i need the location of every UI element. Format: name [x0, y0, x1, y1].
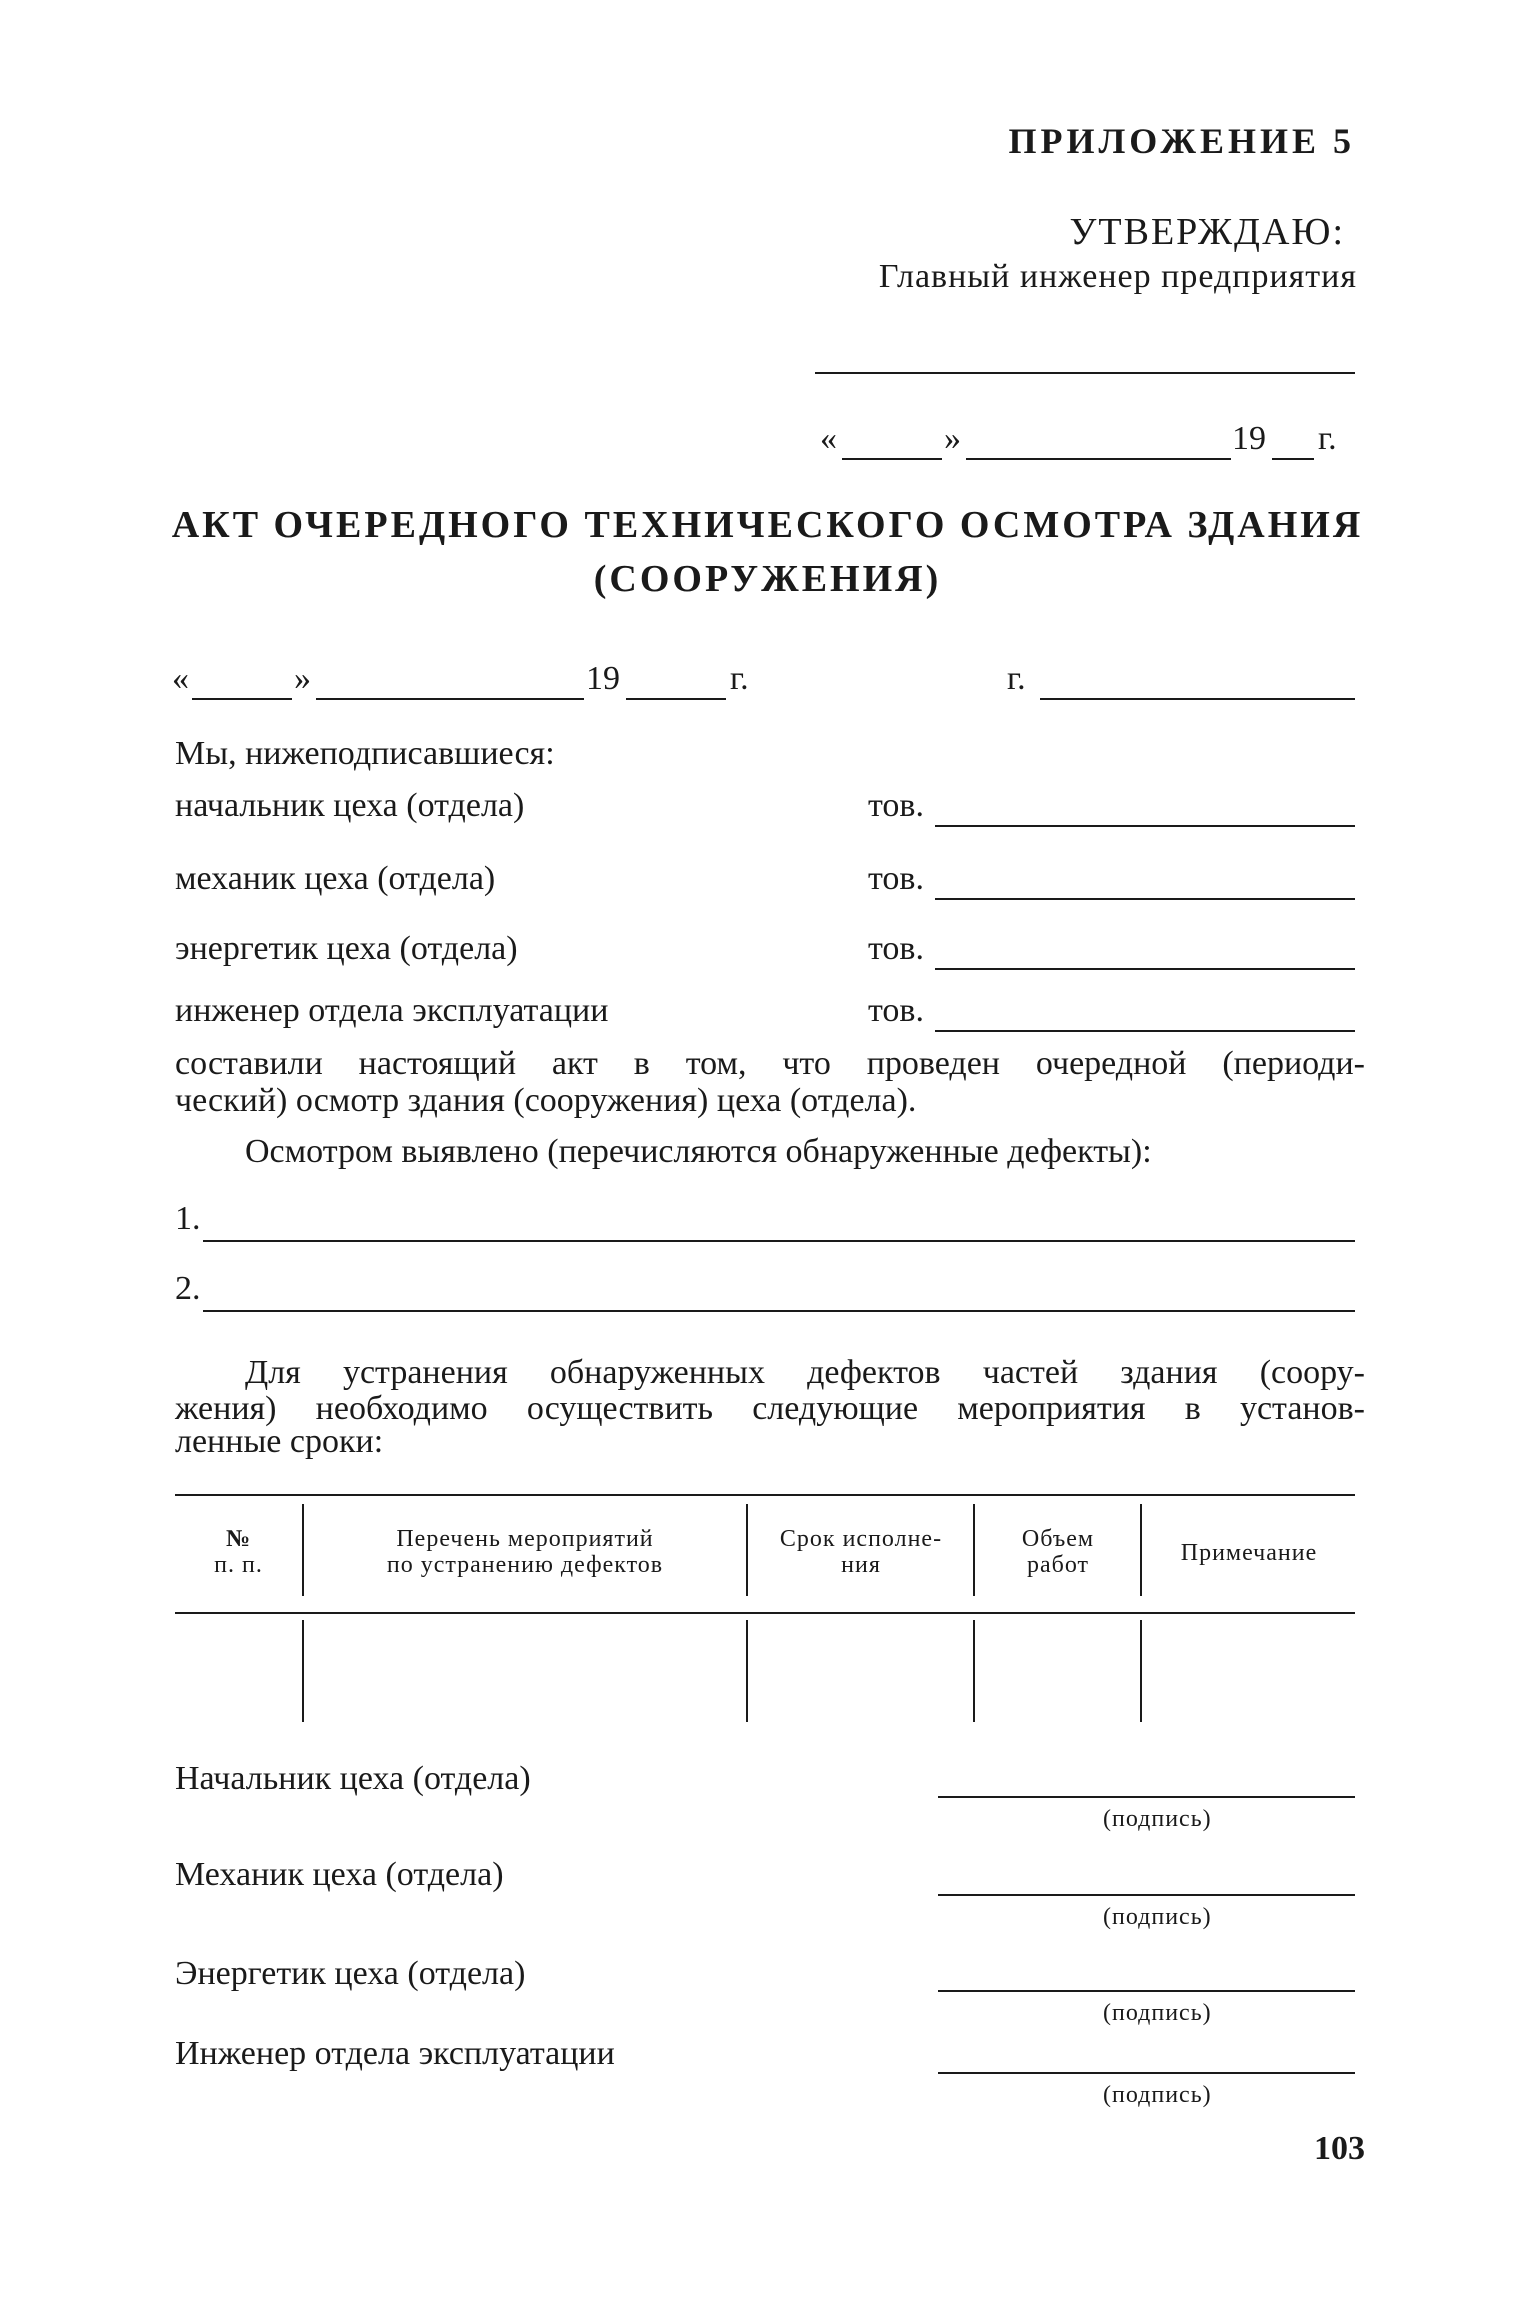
table-top-rule: [175, 1494, 1355, 1496]
table-col-divider: [973, 1620, 975, 1722]
date-year-suffix: г.: [1318, 420, 1337, 457]
statement-line1: составили настоящий акт в том, что проведен очередной (периоди-: [175, 1045, 1365, 1082]
defect-2-field[interactable]: [203, 1310, 1355, 1312]
act-date-year-suffix: г.: [730, 660, 749, 697]
table-header-deadline: [749, 1526, 973, 1578]
measures-line1: Для устранения обнаруженных дефектов частей здания (соору-: [245, 1354, 1365, 1391]
table-col-divider: [302, 1504, 304, 1596]
approver-signature-line[interactable]: [815, 372, 1355, 374]
table-header-text: Срок исполне-: [779, 1526, 943, 1552]
signature-field[interactable]: [938, 1990, 1355, 1992]
table-header-text: по устранению дефектов: [386, 1552, 664, 1578]
approver-title: Главный инженер предприятия: [878, 258, 1357, 295]
act-date-open-quote: «: [172, 660, 189, 697]
member-role: энергетик цеха (отдела): [175, 930, 518, 967]
document-title-line2: (СООРУЖЕНИЯ): [593, 558, 942, 600]
table-header-rule: [175, 1612, 1355, 1614]
appendix-label: ПРИЛОЖЕНИЕ 5: [1008, 121, 1355, 161]
table-header-text: ния: [841, 1552, 881, 1578]
signer-role: Энергетик цеха (отдела): [175, 1955, 526, 1992]
member-name-field[interactable]: [935, 898, 1355, 900]
table-header-text: Объем: [1021, 1526, 1095, 1552]
signature-caption: (подпись): [1103, 2082, 1212, 2108]
measures-line2: жения) необходимо осуществить следующие мероприятия в установ-: [175, 1390, 1365, 1427]
signer-role: Механик цеха (отдела): [175, 1856, 504, 1893]
table-header-text: Перечень мероприятий: [396, 1526, 654, 1552]
found-intro: Осмотром выявлено (перечисляются обнаруженные дефекты):: [245, 1133, 1152, 1170]
table-header-volume: [976, 1526, 1140, 1578]
date-open-quote: «: [820, 420, 837, 457]
member-name-field[interactable]: [935, 825, 1355, 827]
table-col-divider: [1140, 1504, 1142, 1596]
members-intro: Мы, нижеподписавшиеся:: [175, 735, 555, 772]
comrade-label: тов.: [868, 787, 924, 824]
table-header-note: Примечание: [1180, 1540, 1318, 1566]
member-role: механик цеха (отдела): [175, 860, 496, 897]
page-number: 103: [1314, 2130, 1365, 2167]
member-name-field[interactable]: [935, 1030, 1355, 1032]
defect-1-field[interactable]: [203, 1240, 1355, 1242]
signature-field[interactable]: [938, 1796, 1355, 1798]
act-date-close-quote: »: [294, 660, 311, 697]
table-col-divider: [746, 1504, 748, 1596]
signature-caption: (подпись): [1103, 1904, 1212, 1930]
table-col-divider: [302, 1620, 304, 1722]
approval-year-field[interactable]: [1272, 458, 1314, 460]
signature-caption: (подпись): [1103, 1806, 1212, 1832]
defect-number-1: 1.: [175, 1200, 201, 1237]
signature-field[interactable]: [938, 2072, 1355, 2074]
act-year-field[interactable]: [626, 698, 726, 700]
city-field[interactable]: [1040, 698, 1355, 700]
member-role: инженер отдела эксплуатации: [175, 992, 609, 1029]
table-header-measures: [305, 1526, 745, 1578]
approval-month-field[interactable]: [966, 458, 1231, 460]
defect-number-2: 2.: [175, 1270, 201, 1307]
table-header-text: п. п.: [214, 1552, 263, 1578]
member-name-field[interactable]: [935, 968, 1355, 970]
table-col-divider: [746, 1620, 748, 1722]
signature-field[interactable]: [938, 1894, 1355, 1896]
date-close-quote: »: [944, 420, 961, 457]
statement-line2: ческий) осмотр здания (сооружения) цеха (отдела).: [175, 1082, 917, 1119]
measures-line3: ленные сроки:: [175, 1423, 384, 1460]
table-header-text: №: [225, 1526, 252, 1552]
city-prefix: г.: [1007, 660, 1026, 697]
table-header-number: [175, 1526, 302, 1578]
table-col-divider: [973, 1504, 975, 1596]
comrade-label: тов.: [868, 860, 924, 897]
comrade-label: тов.: [868, 930, 924, 967]
act-day-field[interactable]: [192, 698, 292, 700]
act-date-year: 19: [586, 660, 620, 697]
date-year: 19: [1232, 420, 1266, 457]
signature-caption: (подпись): [1103, 2000, 1212, 2026]
approval-day-field[interactable]: [842, 458, 942, 460]
table-header-text: работ: [1026, 1552, 1090, 1578]
document-title-line1: АКТ ОЧЕРЕДНОГО ТЕХНИЧЕСКОГО ОСМОТРА ЗДАНИЯ: [171, 504, 1364, 546]
signer-role: Начальник цеха (отдела): [175, 1760, 531, 1797]
act-month-field[interactable]: [316, 698, 584, 700]
member-role: начальник цеха (отдела): [175, 787, 525, 824]
comrade-label: тов.: [868, 992, 924, 1029]
table-col-divider: [1140, 1620, 1142, 1722]
signer-role: Инженер отдела эксплуатации: [175, 2035, 615, 2072]
approve-heading: УТВЕРЖДАЮ:: [1069, 211, 1345, 253]
